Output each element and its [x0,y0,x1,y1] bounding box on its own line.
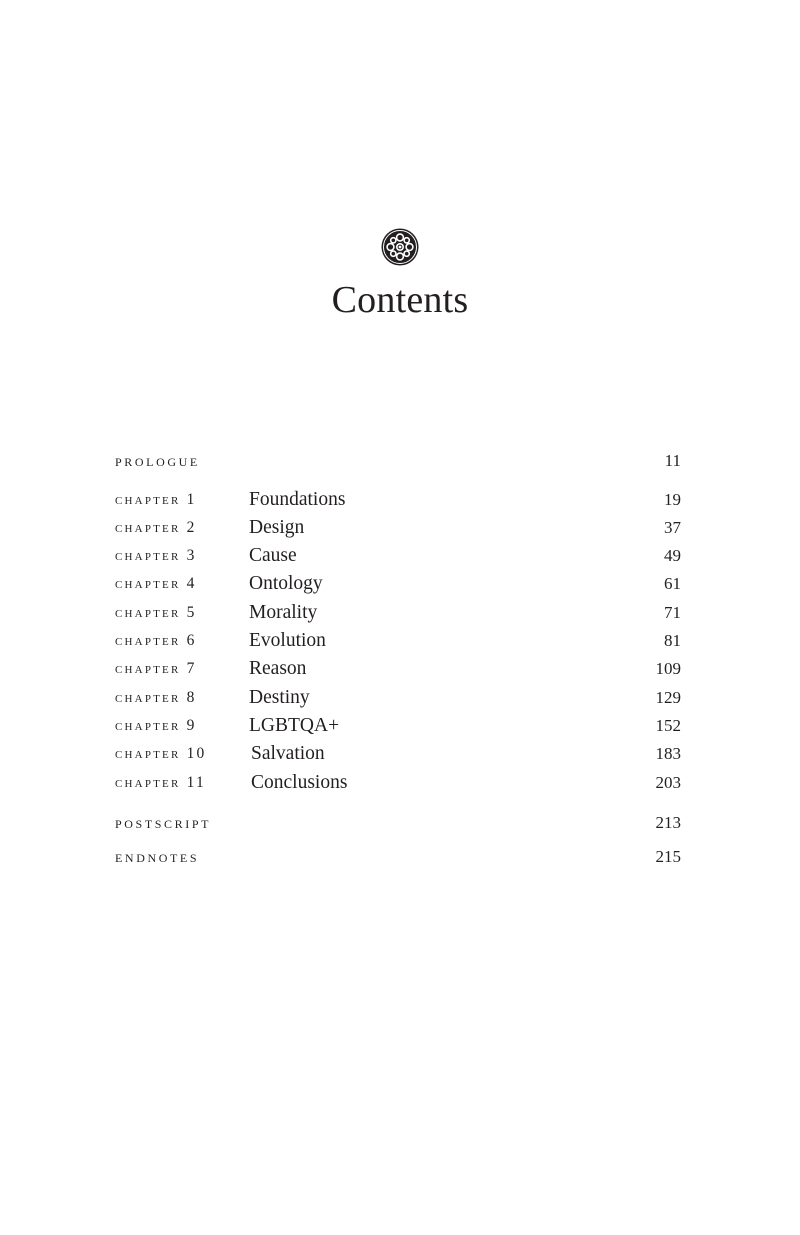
toc-entry-endnotes [115,843,681,871]
toc-page-number: 19 [664,490,681,509]
toc-entry-chapter [115,627,681,655]
toc-entry-postscript [115,809,681,837]
toc-chapter-title: Conclusions [251,772,348,793]
toc-chapter-title: Salvation [251,743,325,764]
toc-entry-chapter [115,599,681,627]
toc-chapter-title: Foundations [249,489,346,510]
toc-chapter-title: Morality [249,602,318,623]
toc-entry-chapter [115,542,681,570]
page-title: Contents [331,279,469,321]
toc-entry-chapter [115,769,681,797]
toc-chapter-label: chapter 3 [115,547,197,564]
toc-chapter-title: Reason [249,658,307,679]
toc-page-number: 61 [664,574,681,593]
toc-chapter-title: Cause [249,545,297,566]
toc-page-number: 129 [655,688,681,707]
toc-entry-chapter [115,486,681,514]
toc-chapter-label: chapter 6 [115,632,197,649]
toc-page-number: 81 [664,631,681,650]
toc-page-number: 37 [664,518,681,537]
toc-chapter-title: Destiny [249,687,310,708]
toc-chapter-label: chapter 5 [115,604,197,621]
toc-page-number: 152 [655,716,681,735]
toc-entry-prologue [115,447,681,475]
toc-label: postscript [115,813,212,832]
toc-entry-chapter [115,570,681,598]
toc-chapter-label: chapter 9 [115,717,197,734]
toc-chapter-label: chapter 10 [115,745,207,762]
toc-page-number: 109 [655,659,681,678]
toc-chapter-label: chapter 2 [115,519,197,536]
toc-page-number: 183 [655,744,681,763]
toc-chapter-label: chapter 1 [115,491,197,508]
toc-page-number: 213 [655,813,681,832]
toc-entry-chapter [115,655,681,683]
toc-chapter-label: chapter 4 [115,575,197,592]
toc-page-number: 71 [664,603,681,622]
flower-ornament-icon [380,227,420,267]
toc-chapter-label: chapter 8 [115,689,197,706]
toc-chapter-title: Evolution [249,630,326,651]
toc-entry-chapter [115,514,681,542]
toc-entry-chapter [115,712,681,740]
toc-chapter-title: Ontology [249,573,323,594]
toc-page-number: 11 [664,451,681,470]
toc-page-number: 49 [664,546,681,565]
toc-chapter-label: chapter 11 [115,774,206,791]
toc-label: prologue [115,451,200,470]
toc-page-number: 215 [655,847,681,866]
toc-entry-chapter [115,684,681,712]
toc-page-number: 203 [655,773,681,792]
toc-chapter-title: Design [249,517,305,538]
toc-entry-chapter [115,740,681,768]
toc-label: endnotes [115,847,200,866]
toc-chapter-title: LGBTQA+ [249,715,340,736]
toc-chapter-label: chapter 7 [115,660,197,677]
